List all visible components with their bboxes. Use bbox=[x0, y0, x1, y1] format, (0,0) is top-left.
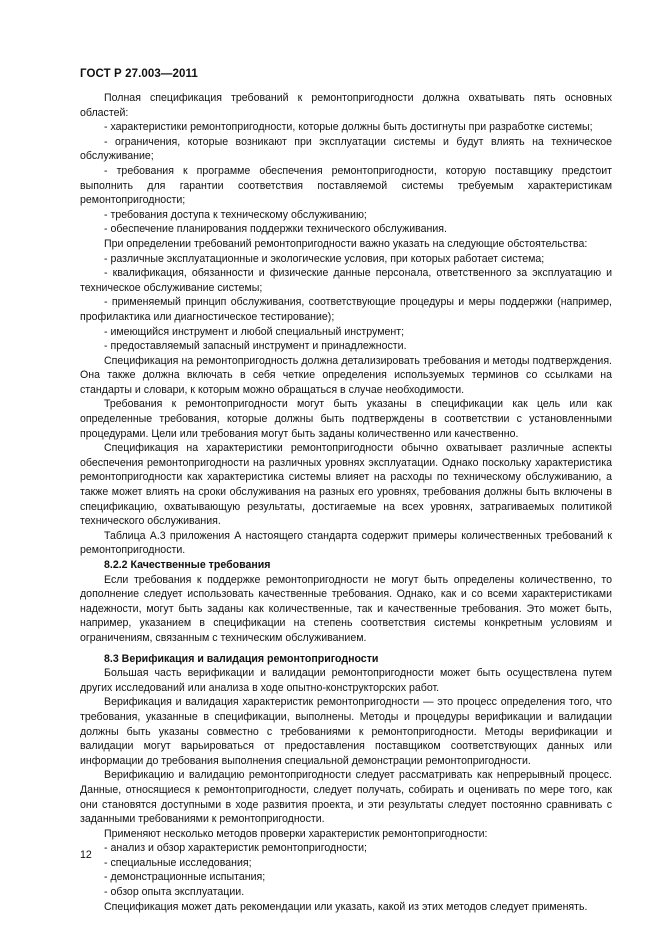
page-number: 12 bbox=[80, 849, 92, 861]
paragraph: Спецификация может дать рекомендации или указать, какой из этих методов следует применять. bbox=[104, 900, 588, 913]
section-heading-8-2-2: 8.2.2 Качественные требования bbox=[104, 559, 271, 571]
list-item: - имеющийся инструмент и любой специальный инструмент; bbox=[104, 325, 405, 338]
paragraph: Требования к ремонтопригодности могут быть указаны в спецификации как цель или как определенные требования, которые должны быть подтверждены в соответствии с установленными процедурами. Цели или требования могут быть заданы количественно или качественно. bbox=[80, 398, 612, 440]
list-item: - квалификация, обязанности и физические данные персонала, ответственного за эксплуатацию и техническое обслуживание системы; bbox=[80, 267, 612, 294]
list-item: - применяемый принцип обслуживания, соответствующие процедуры и меры поддержки (например, профилактика или диагностическое тестирование); bbox=[80, 296, 612, 323]
list-item: - характеристики ремонтопригодности, которые должны быть достигнуты при разработке системы; bbox=[104, 121, 593, 134]
list-item: - различные эксплуатационные и экологические условия, при которых работает система; bbox=[104, 252, 545, 265]
list-item: - демонстрационные испытания; bbox=[104, 871, 266, 884]
paragraph: Большая часть верификации и валидации ремонтопригодности может быть осуществлена путем других исследований или анализа в ходе опытно-конструкторских работ. bbox=[80, 667, 612, 694]
paragraph: Верификация и валидация характеристик ремонтопригодности — это процесс определения того, что требования, указанные в спецификации, выполнены. Методы и процедуры верификации и валидации должны быть указаны совместно с требованиями к ремонтопригодности. Методы верификации и валидации могут варьироваться от предоставления поставщиком соответствующих данных или информации до требования выполнения специальной демонстрации ремонтопригодности. bbox=[80, 696, 612, 767]
paragraph: Применяют несколько методов проверки характеристик ремонтопригодности: bbox=[104, 827, 488, 840]
paragraph: Спецификация на ремонтопригодность должна детализировать требования и методы подтверждения. Она также должна включать в себя четкие определения используемых терминов со ссылками на стандарты и словари, к которым можно обращаться в случае необходимости. bbox=[80, 354, 612, 396]
paragraph: Полная спецификация требований к ремонтопригодности должна охватывать пять основных областей: bbox=[80, 92, 612, 119]
list-item: - требования доступа к техническому обслуживанию; bbox=[104, 208, 367, 221]
page-header-title: ГОСТ Р 27.003—2011 bbox=[80, 68, 198, 80]
list-item: - анализ и обзор характеристик ремонтопригодности; bbox=[104, 842, 367, 855]
document-body bbox=[80, 91, 612, 914]
list-item: - предоставляемый запасный инструмент и принадлежности. bbox=[104, 340, 407, 353]
list-item: - специальные исследования; bbox=[104, 856, 252, 869]
list-item: - обзор опыта эксплуатации. bbox=[104, 886, 245, 899]
paragraph: При определении требований ремонтопригодности важно указать на следующие обстоятельства: bbox=[104, 237, 588, 250]
list-item: - обеспечение планирования поддержки технического обслуживания. bbox=[104, 223, 447, 236]
paragraph: Верификацию и валидацию ремонтопригодности следует рассматривать как непрерывный процесс. Данные, относящиеся к ремонтопригодности, следует получать, собирать и оценивать по мере того, как они становятся доступными в ходе развития проекта, и эти результаты следует постоянно сравнивать с заданными требованиями к ремонтопригодности. bbox=[80, 769, 612, 826]
paragraph: Спецификация на характеристики ремонтопригодности обычно охватывает различные аспекты обеспечения ремонтопригодности на различных уровнях эксплуатации. Однако поскольку характеристика ремонтопригодности как характеристика системы влияет на расходы по техническому обслуживанию, а также может влиять на сроки обслуживания на разных его уровнях, требования должны быть включены в спецификацию, охватывающую результаты, достигаемые на всех уровнях, затрагиваемых политикой технического обслуживания. bbox=[80, 442, 612, 528]
paragraph: Таблица А.3 приложения А настоящего стандарта содержит примеры количественных требований к ремонтопригодности. bbox=[80, 529, 612, 557]
section-heading-8-3: 8.3 Верификация и валидация ремонтопригодности bbox=[104, 652, 379, 665]
list-item: - ограничения, которые возникают при эксплуатации системы и будут влиять на техническое обслуживание; bbox=[80, 135, 612, 163]
list-item: - требования к программе обеспечения ремонтопригодности, которую поставщику предстоит выполнить для гарантии соответствия поставляемой системы требуемым характеристикам ремонтопригодности; bbox=[80, 164, 612, 207]
paragraph: Если требования к поддержке ремонтопригодности не могут быть определены количественно, то дополнение следует использовать качественные требования. Однако, как и со всеми характеристиками надежности, могут быть заданы как количественные, так и качественные требования. Это может быть, например, указанием в спецификации на степень соответствия системы конкретным условиям и ограничениям, связанным с техническим обслуживанием. bbox=[80, 573, 612, 644]
